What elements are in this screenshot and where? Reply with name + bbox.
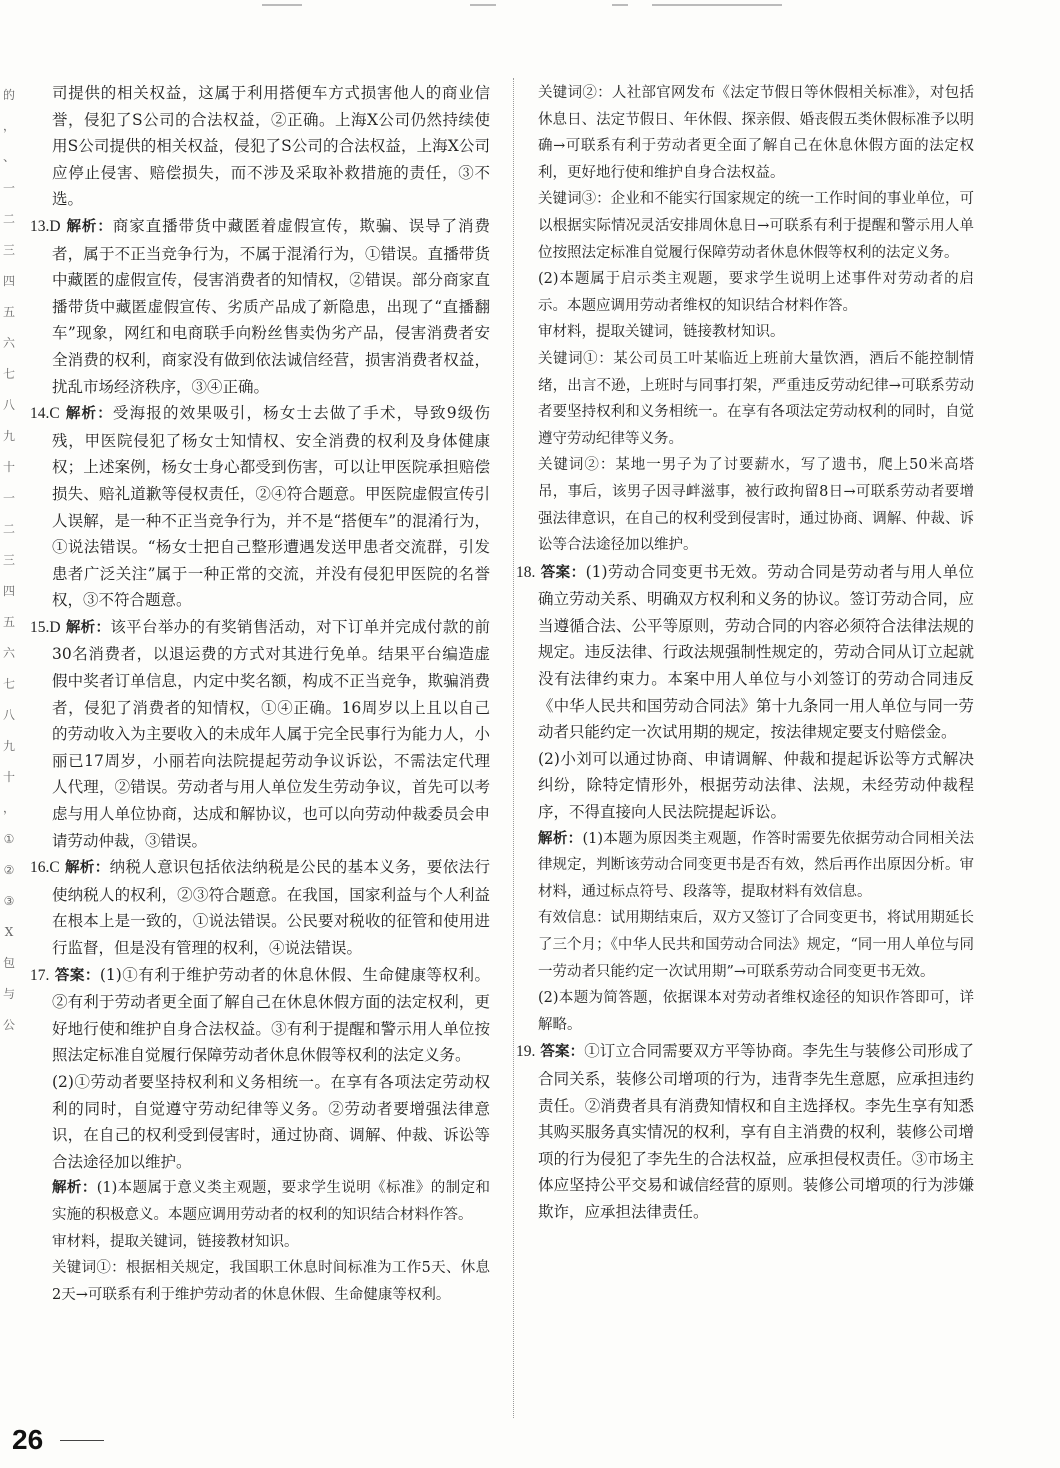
answer-item bbox=[30, 400, 490, 614]
paragraph-text: 关键词①：某公司员工叶某临近上班前大量饮酒，酒后不能控制情绪，出言不逊，上班时与同事打架，严重违反劳动纪律→可联系劳动者要坚持权利和义务相统一。在享有各项法定劳动权利的同时，自觉遵守劳动纪律等义务。 bbox=[538, 350, 974, 447]
margin-glyph: X bbox=[4, 925, 14, 939]
margin-glyph: 一 bbox=[2, 181, 15, 195]
analysis-paragraph bbox=[516, 346, 974, 452]
column-divider bbox=[513, 78, 514, 1418]
paragraph-text: 受海报的效果吸引，杨女士去做了手术，导致9级伤残，甲医院侵犯了杨女士知情权、安全消费的权利及身体健康权；上述案例，杨女士身心都受到伤害，可以让甲医院承担赔偿损失、赔礼道歉等侵权责任，②④符合题意。甲医院虚假宣传引人误解，是一种不正当竞争行为，并不是“搭便车”的混淆行为，①说法错误。“杨女士把自己整形遭遇发送甲患者交流群，引发患者广泛关注”属于一种正常的交流，并没有侵犯甲医院的名誉权，③不符合题意。 bbox=[52, 404, 490, 610]
analysis-paragraph bbox=[30, 1175, 490, 1228]
paragraph-text: (1)劳动合同变更书无效。劳动合同是劳动者与用人单位确立劳动关系、明确双方权利和义务的协议。签订劳动合同，应当遵循合法、公平等原则，劳动合同的内容必须符合法律法规的规定。违反法律、行政法规强制性规定的，劳动合同从订立起就没有法律约束力。本案中用人单位与小刘签订的劳动合同违反《中华人民共和国劳动合同法》第十九条同一用人单位与同一劳动者只能约定一次试用期的规定，按法律规定要支付赔偿金。 bbox=[538, 562, 975, 742]
margin-glyph: 与 bbox=[2, 987, 15, 1001]
item-label: 解析： bbox=[65, 406, 113, 423]
right-column bbox=[516, 80, 974, 1226]
margin-glyph: 二 bbox=[2, 212, 15, 226]
question-number: 17. bbox=[30, 966, 50, 984]
question-number: 19. bbox=[516, 1043, 536, 1061]
margin-glyph: ， bbox=[2, 801, 15, 815]
analysis-paragraph bbox=[516, 319, 974, 346]
question-number: 15.D bbox=[30, 618, 61, 636]
paragraph-text: 审材料，提取关键词，链接教材知识。 bbox=[538, 324, 785, 341]
paragraph-text: 纳税人意识包括依法纳税是公民的基本义务，要依法行使纳税人的权利，②③符合题意。在我国，国家利益与个人利益在根本上是一致的，①说法错误。公民要对税收的征管和使用进行监督，但是没有管理的权利，④说法错误。 bbox=[52, 858, 490, 957]
paragraph-text: (2)小刘可以通过协商、申请调解、仲裁和提起诉讼等方式解决纠纷，除特定情形外，根据劳动法律、法规，未经劳动仲裁程序，不得直接向人民法院提起诉讼。 bbox=[538, 749, 974, 822]
analysis-paragraph bbox=[516, 266, 974, 319]
margin-glyph: ① bbox=[3, 832, 15, 846]
margin-glyph: ② bbox=[3, 863, 15, 877]
margin-glyph: 三 bbox=[2, 553, 15, 567]
margin-glyph: 九 bbox=[2, 429, 15, 443]
paragraph-text: (1)①有利于维护劳动者的休息休假、生命健康等权利。②有利于劳动者更全面了解自己在休息休假方面的法定权利，更好地行使和维护自身合法权益。③有利于提醒和警示用人单位按照法定标准自觉履行保障劳动者休息休假等权利的法定义务。 bbox=[52, 965, 490, 1065]
answer-item bbox=[516, 1038, 974, 1225]
margin-glyph: 、 bbox=[2, 150, 15, 164]
analysis-paragraph bbox=[516, 452, 974, 558]
paragraph-text: (1)本题为原因类主观题，作答时需要先依据劳动合同相关法律规定，判断该劳动合同变更书是否有效，然后再作出原因分析。审材料，通过标点符号、段落等，提取材料有效信息。 bbox=[538, 830, 974, 900]
question-number: 18. bbox=[516, 563, 536, 581]
paragraph-text: 有效信息：试用期结束后，双方又签订了合同变更书，将试用期延长了三个月；《中华人民共和国劳动合同法》规定，“同一用人单位与同一劳动者只能约定一次试用期”→可联系劳动合同变更书无效。 bbox=[538, 910, 974, 980]
continued-paragraph bbox=[30, 80, 490, 213]
paragraph-text: (2)本题为简答题，依据课本对劳动者维权途径的知识作答即可，详解略。 bbox=[538, 990, 974, 1033]
margin-glyph: ， bbox=[2, 119, 15, 133]
analysis-paragraph bbox=[516, 905, 974, 985]
paragraph-text: (1)本题属于意义类主观题，要求学生说明《标准》的制定和实施的积极意义。本题应调用劳动者的权利的知识结合材料作答。 bbox=[52, 1180, 490, 1223]
question-number: 14.C bbox=[30, 405, 60, 423]
analysis-paragraph bbox=[30, 1229, 490, 1256]
analysis-paragraph bbox=[516, 826, 974, 906]
margin-glyph: 三 bbox=[2, 243, 15, 257]
item-label: 答案： bbox=[540, 564, 586, 581]
margin-glyph: 十 bbox=[2, 460, 15, 474]
analysis-paragraph bbox=[516, 985, 974, 1038]
scan-top-marks bbox=[0, 4, 1060, 12]
item-label: 答案： bbox=[540, 1044, 585, 1061]
paragraph-text: ①订立合同需要双方平等协商。李先生与装修公司形成了合同关系，装修公司增项的行为，违背李先生意愿，应承担违约责任。②消费者具有消费知情权和自主选择权。李先生享有知悉其购买服务真实情况的权利，享有自主消费的权利，装修公司增项的行为侵犯了李先生的合法权益，应承担侵权责任。③市场主体应坚持公平交易和诚信经营的原则。装修公司增项的行为涉嫌欺诈，应承担法律责任。 bbox=[538, 1042, 974, 1221]
analysis-paragraph bbox=[516, 186, 974, 266]
margin-glyph: 八 bbox=[2, 708, 15, 722]
item-label: 答案： bbox=[54, 967, 100, 984]
answer-paragraph bbox=[516, 746, 974, 826]
page-footer bbox=[12, 1424, 104, 1460]
question-number: 16.C bbox=[30, 859, 60, 877]
page-number: 26 bbox=[12, 1424, 44, 1455]
analysis-paragraph bbox=[30, 1255, 490, 1308]
answer-item bbox=[30, 614, 490, 854]
paragraph-text: 关键词②：人社部官网发布《法定节假日等休假相关标准》，对包括休息日、法定节假日、年休假、探亲假、婚丧假五类休假标准予以明确→可联系有利于劳动者更全面了解自己在休息休假方面的法定权利，更好地行使和维护自身合法权益。 bbox=[538, 85, 974, 181]
item-label: 解析： bbox=[538, 830, 583, 847]
margin-glyph: 四 bbox=[2, 584, 15, 598]
margin-glyph: 公 bbox=[2, 1018, 15, 1032]
margin-glyph: 七 bbox=[2, 677, 15, 691]
margin-glyph: 九 bbox=[2, 739, 15, 753]
paragraph-text: 关键词①：根据相关规定，我国职工休息时间标准为工作5天、休息2天→可联系有利于维护劳动者的休息休假、生命健康等权利。 bbox=[52, 1260, 490, 1303]
left-column bbox=[30, 80, 490, 1308]
binding-margin-strip bbox=[2, 80, 16, 1420]
margin-glyph: 十 bbox=[2, 770, 15, 784]
margin-glyph: 五 bbox=[2, 615, 15, 629]
answer-item bbox=[30, 962, 490, 1069]
answer-item bbox=[516, 559, 974, 746]
item-label: 解析： bbox=[52, 1180, 97, 1197]
margin-glyph: 二 bbox=[2, 522, 15, 536]
answer-paragraph bbox=[30, 1069, 490, 1175]
paragraph-text: 司提供的相关权益，这属于利用搭便车方式损害他人的商业信誉，侵犯了S公司的合法权益，②正确。上海X公司仍然持续使用S公司提供的相关权益，侵犯了S公司的合法权益，上海X公司应停止侵害、赔偿损失，而不涉及采取补救措施的责任，③不选。 bbox=[52, 84, 490, 209]
margin-glyph: 包 bbox=[2, 956, 15, 970]
paragraph-text: 关键词②：某地一男子为了讨要薪水，写了遗书，爬上50米高塔吊，事后，该男子因寻衅滋事，被行政拘留8日→可联系劳动者要增强法律意识，在自己的权利受到侵害时，通过协商、调解、仲裁、诉讼等合法途径加以维护。 bbox=[538, 457, 974, 554]
margin-glyph: 六 bbox=[2, 336, 15, 350]
question-number: 13.D bbox=[30, 217, 61, 235]
paragraph-text: (2)①劳动者要坚持权利和义务相统一。在享有各项法定劳动权利的同时，自觉遵守劳动纪律等义务。②劳动者要增强法律意识，在自己的权利受到侵害时，通过协商、调解、仲裁、诉讼等合法途径加以维护。 bbox=[52, 1072, 490, 1171]
margin-glyph: 七 bbox=[2, 367, 15, 381]
paragraph-text: 商家直播带货中藏匿着虚假宣传，欺骗、误导了消费者，属于不正当竞争行为，不属于混淆行为，①错误。直播带货中藏匿的虚假宣传，侵害消费者的知情权，②错误。部分商家直播带货中藏匿虚假宣传、劣质产品成了新隐患，出现了“直播翻车”现象，网红和电商联手向粉丝售卖伪劣产品，侵害消费者安全消费的权利，商家没有做到依法诚信经营，损害消费者权益，扰乱市场经济秩序，③④正确。 bbox=[52, 216, 490, 396]
paragraph-text: 该平台举办的有奖销售活动，对下订单并完成付款的前30名消费者，以退运费的方式对其进行免单。结果平台编造虚假中奖者订单信息，内定中奖名额，构成不正当竞争，欺骗消费者，侵犯了消费者的知情权，①④正确。16周岁以上且以自己的劳动收入为主要收入的未成年人属于完全民事行为能力人，小丽已17周岁，小丽若向法院提起劳动争议诉讼，不需法定代理人代理，②错误。劳动者与用人单位发生劳动争议，首先可以考虑与用人单位协商，达成和解协议，也可以向劳动仲裁委员会申请劳动仲裁，③错误。 bbox=[52, 617, 490, 850]
footer-rule bbox=[60, 1440, 104, 1441]
paragraph-text: 关键词③：企业和不能实行国家规定的统一工作时间的事业单位，可以根据实际情况灵活安排周休息日→可联系有利于提醒和警示用人单位按照法定标准自觉履行保障劳动者休息休假等权利的法定义务。 bbox=[538, 191, 974, 261]
item-label: 解析： bbox=[65, 860, 110, 877]
paragraph-text: 审材料，提取关键词，链接教材知识。 bbox=[52, 1233, 299, 1250]
margin-glyph: 一 bbox=[2, 491, 15, 505]
item-label: 解析： bbox=[66, 218, 113, 235]
paragraph-text: (2)本题属于启示类主观题，要求学生说明上述事件对劳动者的启示。本题应调用劳动者维权的知识结合材料作答。 bbox=[538, 271, 974, 314]
margin-glyph: 的 bbox=[2, 88, 15, 102]
answer-item bbox=[30, 213, 490, 400]
answer-item bbox=[30, 854, 490, 961]
margin-glyph: 八 bbox=[2, 398, 15, 412]
margin-glyph: 六 bbox=[2, 646, 15, 660]
margin-glyph: 五 bbox=[2, 305, 15, 319]
margin-glyph: 四 bbox=[2, 274, 15, 288]
analysis-paragraph bbox=[516, 80, 974, 186]
item-label: 解析： bbox=[65, 619, 111, 636]
margin-glyph: ③ bbox=[3, 894, 15, 908]
